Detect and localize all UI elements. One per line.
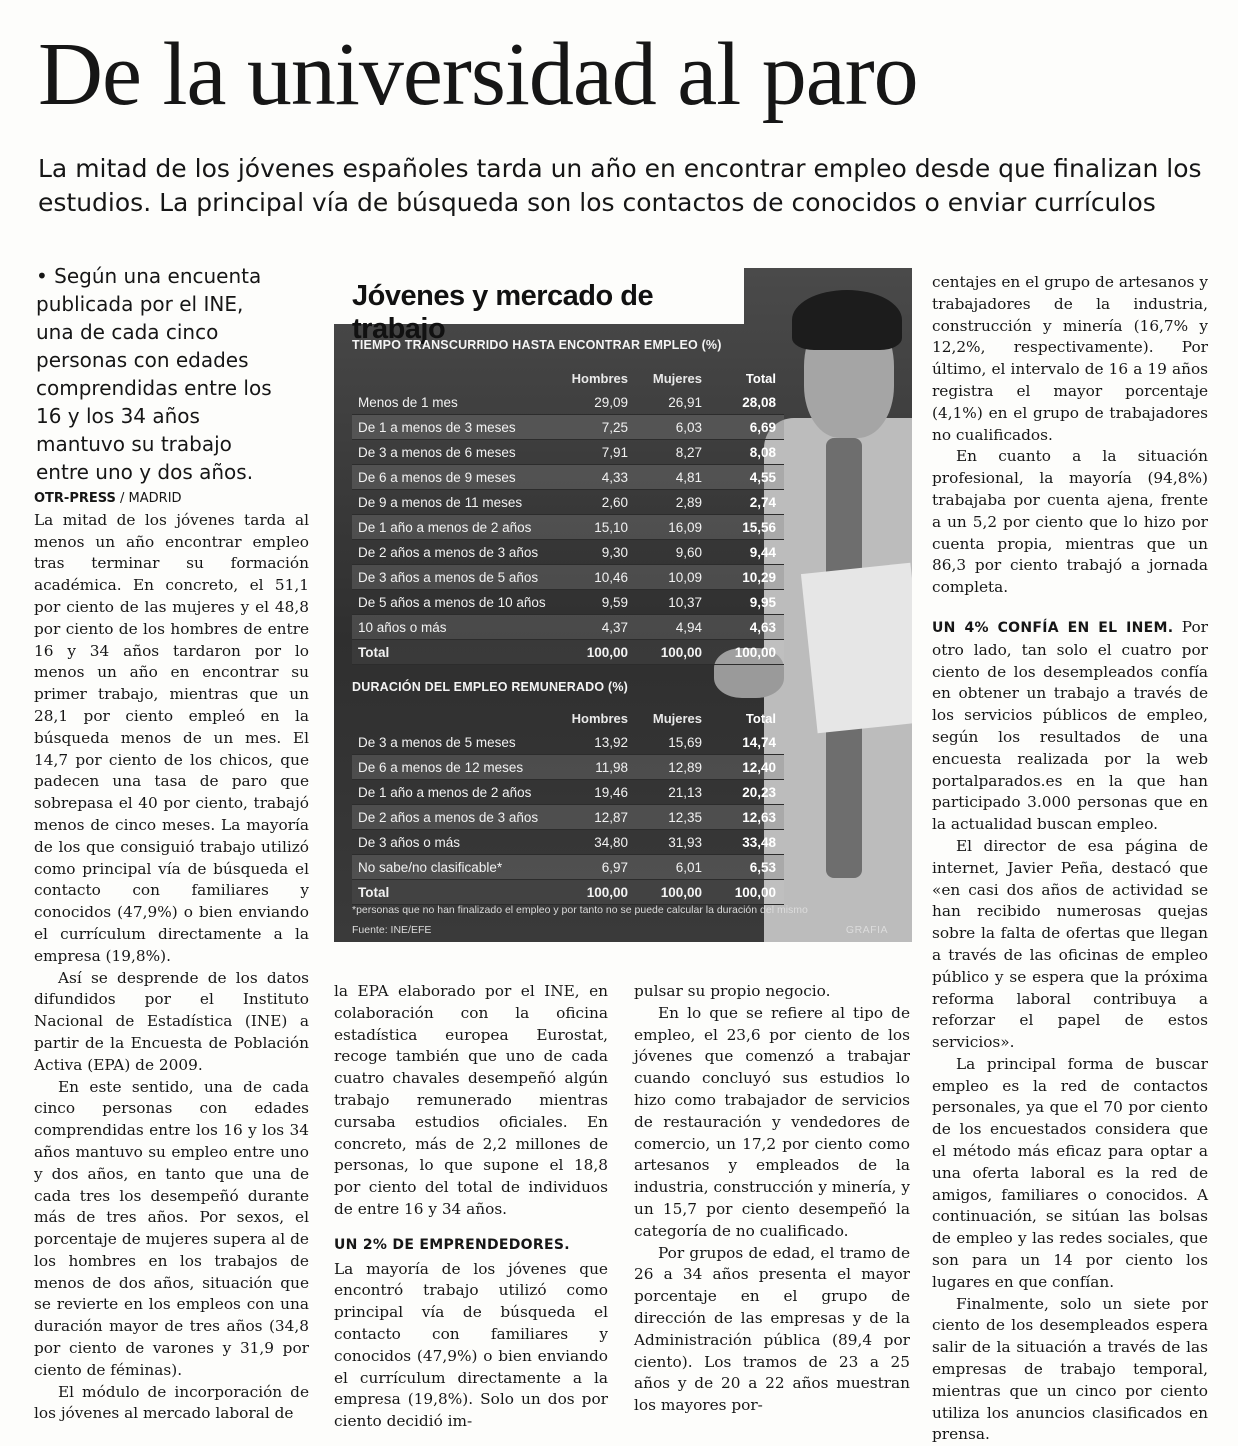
- table-cell-value: 33,48: [742, 834, 776, 850]
- table-header-cell: Hombres: [571, 370, 628, 386]
- table-row-label: De 3 años a menos de 5 años: [358, 569, 539, 585]
- col1-paragraph-2: Así se desprende de los datos difundidos por el Instituto Nacional de Estadística (INE) a partir de la Encuesta de Población Activa (EPA) de 2009.: [34, 968, 309, 1074]
- table-row-label: Total: [358, 884, 390, 900]
- col1-paragraph-4: El módulo de incorporación de los jóvenes al mercado laboral de: [34, 1382, 309, 1423]
- byline-place: / MADRID: [115, 491, 182, 506]
- table-cell-value: 9,59: [601, 594, 628, 610]
- col4-paragraph-1: centajes en el grupo de artesanos y trabajadores de la industria, construcción y minería (16,7% y 12,2%, respectivamente). Por último, el intervalo de 16 a 19 años registra el mayor porcentaje (4,1%) en el grupo de trabajadores no cualificados.: [932, 273, 1208, 444]
- subheadline: La mitad de los jóvenes españoles tarda un año en encontrar empleo desde que finalizan los estudios. La principal vía de búsqueda son los contactos de conocidos o enviar currículos: [38, 154, 1202, 217]
- headline: De la universidad al paro: [38, 25, 918, 124]
- table-total-row: [352, 640, 784, 665]
- infographic-title: Jóvenes y mercado de trabajo: [352, 280, 654, 345]
- table-row: [352, 540, 784, 565]
- table-cell-value: 6,53: [749, 859, 776, 875]
- table-cell-value: 100,00: [586, 884, 628, 900]
- byline-agency: OTR-PRESS: [34, 491, 116, 506]
- table-cell-value: 4,33: [601, 469, 628, 485]
- table-time-to-job: [352, 366, 784, 665]
- table-row-label: De 6 a menos de 9 meses: [358, 469, 516, 485]
- table-row-label: De 1 a menos de 3 meses: [358, 419, 516, 435]
- col4-paragraph-5: La principal forma de buscar empleo es la red de contactos personales, ya que el 70 por ciento de los encuestados considera que el método más eficaz para optar a una oferta laboral es la red de amigos, familiares o conocidos. A continuación, se sitúan las bolsas de empleo y las redes sociales, que son para un 14 por ciento los lugares en que confían.: [932, 1054, 1208, 1291]
- table-cell-value: 12,63: [742, 809, 776, 825]
- table-cell-value: 9,30: [601, 544, 628, 560]
- table-cell-value: 31,93: [668, 834, 702, 850]
- table-cell-value: 100,00: [660, 644, 702, 660]
- table-row: [352, 390, 784, 415]
- table-cell-value: 6,97: [601, 859, 628, 875]
- table-header-row: [352, 366, 784, 390]
- col4-paragraph-3: [932, 617, 1208, 836]
- table-cell-value: 100,00: [734, 884, 776, 900]
- table-row-label: Total: [358, 644, 390, 660]
- table-header-cell: Total: [745, 710, 776, 726]
- column-1: [34, 488, 309, 1425]
- table-cell-value: 4,55: [749, 469, 776, 485]
- col2-paragraph-2: La mayoría de los jóvenes que encontró trabajo utilizó como principal vía de búsqueda el contacto con familiares y conocidos (47,9%) o bien enviando el currículum directamente a la empresa (19,8%). Solo un dos por ciento decidió im-: [334, 1259, 608, 1431]
- table-row: [352, 590, 784, 615]
- table-row-label: De 3 a menos de 6 meses: [358, 444, 516, 460]
- table-cell-value: 12,40: [742, 759, 776, 775]
- table-row: [352, 415, 784, 440]
- table-row-label: 10 años o más: [358, 619, 447, 635]
- table-cell-value: 6,03: [675, 419, 702, 435]
- column-4: [932, 272, 1208, 1446]
- col3-paragraph-2: En lo que se refiere al tipo de empleo, el 23,6 por ciento de los jóvenes que comenzó a trabajar cuando concluyó sus estudios lo hizo como trabajador de servicios de restauración y vendedores de comercio, un 17,2 por ciento como artesanos y empleados de la industria, construcción y minería, y un 15,7 por ciento desempeñó la categoría de no cualificado.: [634, 1003, 910, 1240]
- table-header-row: [352, 706, 784, 730]
- col4-paragraph-2: En cuanto a la situación profesional, la mayoría (94,8%) trabajaba por cuenta ajena, frente a un 5,2 por ciento que lo hizo por cuenta propia, mientras que un 86,3 por ciento trabajó a jornada completa.: [932, 447, 1208, 597]
- table-cell-value: 4,63: [749, 619, 776, 635]
- table-header-cell: Total: [745, 370, 776, 386]
- table-cell-value: 8,27: [675, 444, 702, 460]
- table-row: [352, 615, 784, 640]
- table-row-label: De 3 a menos de 5 meses: [358, 734, 516, 750]
- table-cell-value: 100,00: [734, 644, 776, 660]
- table-total-row: [352, 880, 784, 905]
- table-cell-value: 2,60: [601, 494, 628, 510]
- column-3: [634, 981, 910, 1417]
- table-cell-value: 20,23: [742, 784, 776, 800]
- table-header-cell: Mujeres: [652, 710, 702, 726]
- column-2: [334, 981, 608, 1433]
- table-row-label: De 9 a menos de 11 meses: [358, 494, 523, 510]
- col2-section-heading: UN 2% DE EMPRENDEDORES.: [334, 1236, 570, 1253]
- table-row-label: De 5 años a menos de 10 años: [358, 594, 546, 610]
- table-cell-value: 4,94: [675, 619, 702, 635]
- table-row-label: De 2 años a menos de 3 años: [358, 544, 539, 560]
- table-cell-value: 28,08: [742, 394, 776, 410]
- table-cell-value: 100,00: [660, 884, 702, 900]
- table-row: [352, 730, 784, 755]
- table-row-label: De 3 años o más: [358, 834, 461, 850]
- table-cell-value: 9,60: [675, 544, 702, 560]
- col2-paragraph-1: la EPA elaborado por el INE, en colaboración con la oficina estadística europea Eurostat, recoge también que uno de cada cuatro chavales desempeñó algún trabajo remunerado mientras cursaba estudios oficiales. En concreto, más de 2,2 millones de personas, lo que supone el 18,8 por ciento del total de individuos de entre 16 y 34 años.: [334, 982, 608, 1218]
- table-cell-value: 26,91: [668, 394, 702, 410]
- table-cell-value: 6,01: [675, 859, 702, 875]
- table-row: [352, 780, 784, 805]
- table-row-label: Menos de 1 mes: [358, 394, 458, 410]
- table-cell-value: 16,09: [668, 519, 702, 535]
- table-cell-value: 12,87: [594, 809, 628, 825]
- table-row-label: De 2 años a menos de 3 años: [358, 809, 539, 825]
- table-row-label: De 1 año a menos de 2 años: [358, 519, 532, 535]
- col4-paragraph-6: Finalmente, solo un siete por ciento de los desempleados espera salir de la situación a través de las empresas de trabajo temporal, mientras que un cinco por ciento utiliza los anuncios clasificados en prensa.: [932, 1294, 1208, 1444]
- table-cell-value: 10,37: [668, 594, 702, 610]
- table-cell-value: 15,69: [668, 734, 702, 750]
- col4-paragraph-4: El director de esa página de internet, Javier Peña, destacó que «en casi dos años de actividad se han recibido numerosas quejas sobre la falta de ofertas que llegan a través de las oficinas de empleo público y se espera que la próxima reforma laboral contribuya a reforzar el papel de estos servicios».: [932, 836, 1208, 1052]
- illustration-papers: [801, 563, 912, 734]
- table-cell-value: 10,46: [594, 569, 628, 585]
- table-cell-value: 10,29: [742, 569, 776, 585]
- table-row: [352, 515, 784, 540]
- table-cell-value: 7,25: [601, 419, 628, 435]
- byline: [34, 488, 309, 510]
- table-row: [352, 565, 784, 590]
- table-row-label: De 1 año a menos de 2 años: [358, 784, 532, 800]
- table-cell-value: 9,95: [749, 594, 776, 610]
- table-cell-value: 6,69: [749, 419, 776, 435]
- table-header-cell: Hombres: [571, 710, 628, 726]
- illustration-man-hair: [792, 290, 902, 350]
- table-cell-value: 21,13: [668, 784, 702, 800]
- table-cell-value: 4,81: [675, 469, 702, 485]
- table-cell-value: 19,46: [594, 784, 628, 800]
- table-row: [352, 465, 784, 490]
- col1-paragraph-3: En este sentido, una de cada cinco personas con edades comprendidas entre los 16 y los 34 años mantuvo su empleo entre uno y dos años, en tanto que una de cada tres los desempeñó durante más de tres años. Por sexos, el porcentaje de mujeres supera al de los hombres en los trabajos de menos de dos años, situación que se revierte en los empleos con una duración mayor de tres años (34,8 por ciento de varones y 31,9 por ciento de féminas).: [34, 1077, 309, 1379]
- col1-paragraph-1: La mitad de los jóvenes tarda al menos un año encontrar empleo tras terminar su formación académica. En concreto, el 51,1 por ciento de las mujeres y el 48,8 por ciento de los hombres de entre 16 y 34 años tardaron por lo menos un año en encontrar su primer trabajo, mientras que un 28,1 por ciento empleó en la búsqueda menos de un mes. El 14,7 por ciento de los chicos, que padecen una tasa de paro que sobrepasa el 40 por ciento, trabajó menos de cinco meses. La mayoría de los que consiguió trabajo utilizó como principal vía de búsqueda el contacto con familiares y conocidos (47,9%) o bien enviando el currículum directamente a la empresa (19,8%).: [34, 510, 309, 965]
- table-row-label: De 6 a menos de 12 meses: [358, 759, 524, 775]
- col3-paragraph-1: pulsar su propio negocio.: [634, 982, 831, 1000]
- table-row: [352, 490, 784, 515]
- table-job-duration: [352, 706, 784, 905]
- table-row: [352, 440, 784, 465]
- table-cell-value: 12,89: [668, 759, 702, 775]
- infographic-footnote: *personas que no han finalizado el empleo y por tanto no se puede calcular la duración del mismo: [352, 904, 808, 916]
- table-cell-value: 29,09: [594, 394, 628, 410]
- table-row: [352, 830, 784, 855]
- table-cell-value: 15,10: [594, 519, 628, 535]
- table-row-label: No sabe/no clasificable*: [358, 859, 503, 875]
- table-cell-value: 10,09: [668, 569, 702, 585]
- table-header-cell: Mujeres: [652, 370, 702, 386]
- table1-title: TIEMPO TRANSCURRIDO HASTA ENCONTRAR EMPLEO (%): [352, 338, 722, 352]
- infographic-credit: GRAFIA: [845, 924, 888, 936]
- table-cell-value: 9,44: [749, 544, 776, 560]
- table-row: [352, 855, 784, 880]
- table-row: [352, 805, 784, 830]
- table-cell-value: 15,56: [742, 519, 776, 535]
- table-cell-value: 7,91: [601, 444, 628, 460]
- table-cell-value: 11,98: [595, 759, 628, 775]
- infographic: [334, 268, 912, 942]
- infographic-source: Fuente: INE/EFE: [352, 924, 432, 936]
- table-cell-value: 13,92: [594, 734, 628, 750]
- table-cell-value: 4,37: [601, 619, 628, 635]
- table-cell-value: 8,08: [749, 444, 776, 460]
- table-cell-value: 2,74: [749, 494, 776, 510]
- table-cell-value: 12,35: [668, 809, 702, 825]
- table-cell-value: 100,00: [586, 644, 628, 660]
- table-cell-value: 2,89: [675, 494, 702, 510]
- table2-title: DURACIÓN DEL EMPLEO REMUNERADO (%): [352, 680, 629, 694]
- table-row: [352, 755, 784, 780]
- table-cell-value: 34,80: [594, 834, 628, 850]
- col4-section-heading: UN 4% CONFÍA EN EL INEM.: [932, 619, 1174, 636]
- lead-summary: • Según una encuenta publicada por el INE, una de cada cinco personas con edades comprendidas entre los 16 y los 34 años mantuvo su trabajo entre uno y dos años.: [36, 264, 272, 484]
- table-cell-value: 14,74: [742, 734, 776, 750]
- col4-paragraph-3-text: Por otro lado, tan solo el cuatro por ciento de los desempleados confía en obtener un trabajo a través de los servicios públicos de empleo, según los resultados de una encuesta realizada por la web portalparados.es en la que han participado 3.000 personas que en la actualidad buscan empleo.: [932, 617, 1208, 834]
- col3-paragraph-3: Por grupos de edad, el tramo de 26 a 34 años presenta el mayor porcentaje en el grupo de dirección de las empresas y de la Administración pública (89,4 por ciento). Los tramos de 23 a 25 años y de 20 a 22 años muestran los mayores por-: [634, 1243, 910, 1415]
